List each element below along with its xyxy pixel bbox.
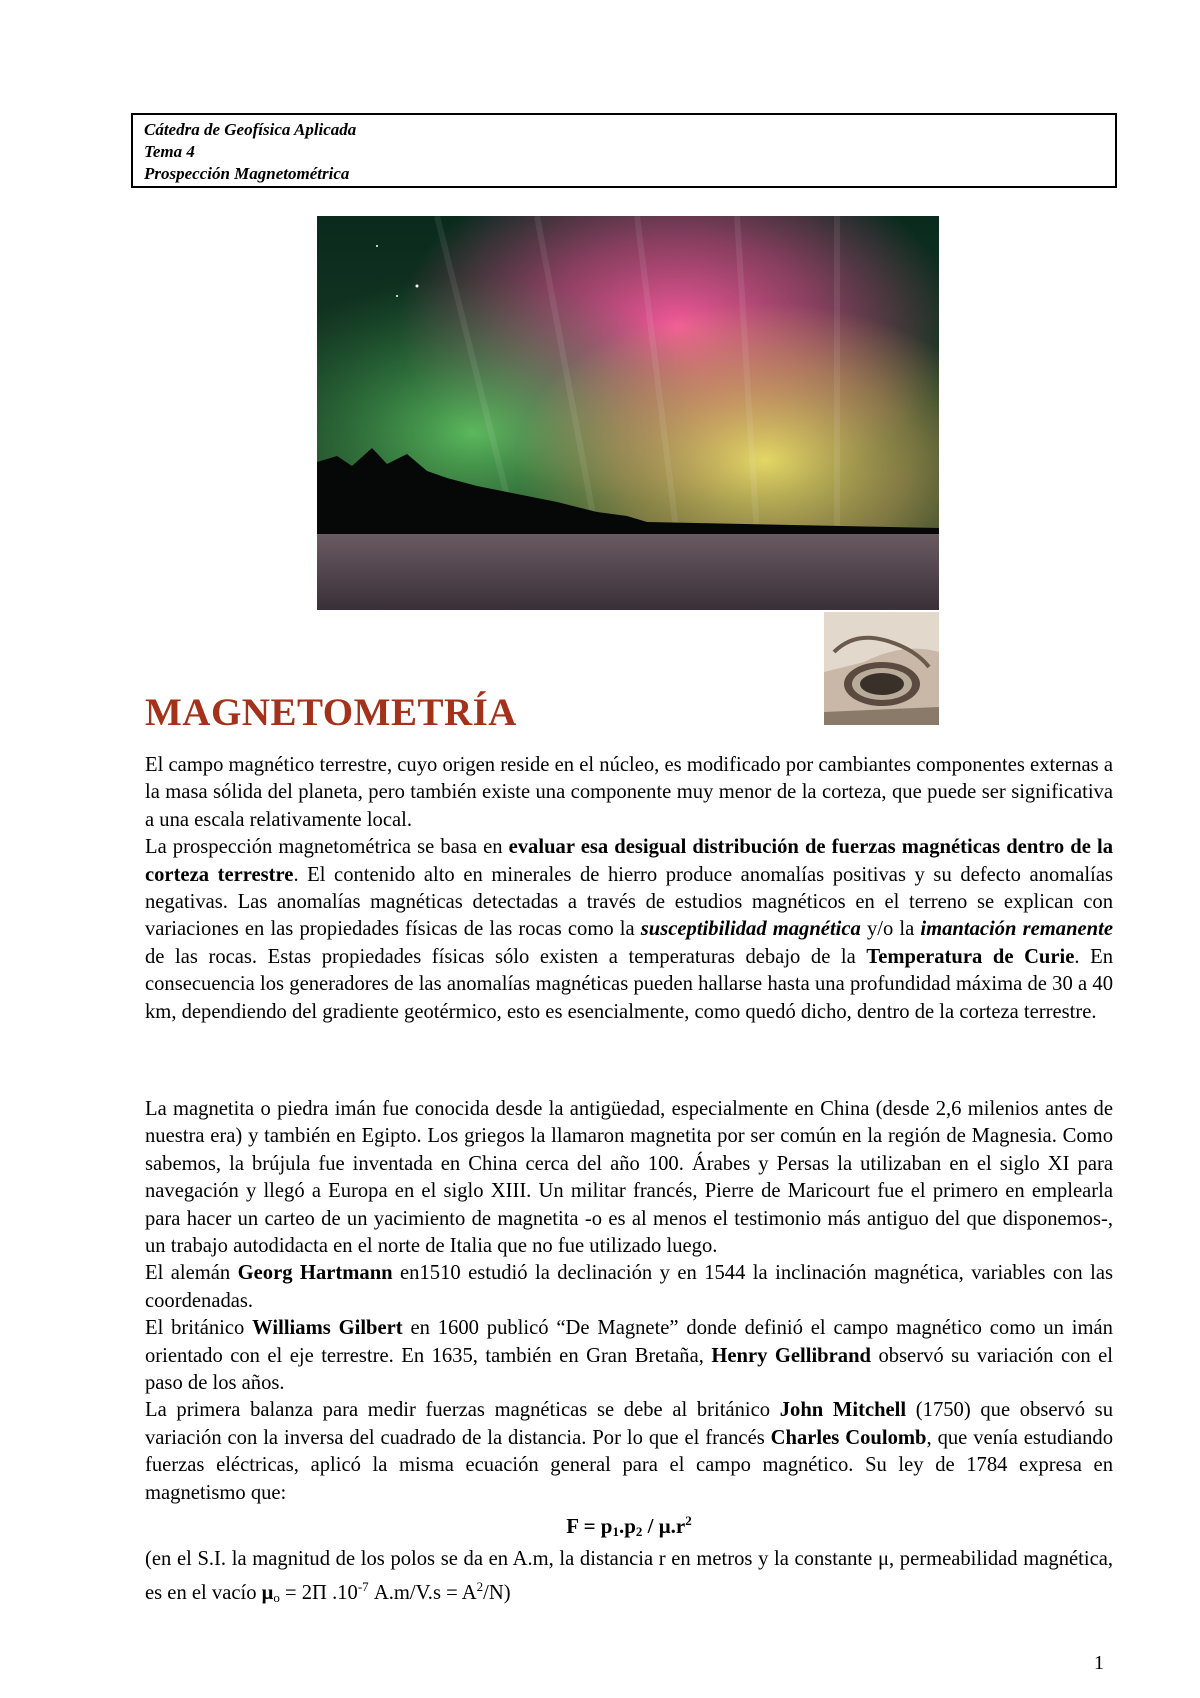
compass-photo xyxy=(824,612,939,725)
page-number: 1 xyxy=(1094,1652,1104,1674)
paragraph-gilbert: El británico Williams Gilbert en 1600 publicó “De Magnete” donde definió el campo magnético como un imán orientado con el eje terrestre. En 1635, también en Gran Bretaña, Henry Gellibrand observó su variación con el paso de los años. xyxy=(145,1317,1113,1395)
document-title: MAGNETOMETRÍA xyxy=(145,691,517,734)
paragraph-coulomb: La primera balanza para medir fuerzas magnéticas se debe al británico John Mitchell (1750) que observó su variación con la inversa del cuadrado de la distancia. Por lo que el francés Charles Coulomb, que venía estudiando fuerzas eléctricas, aplicó la misma ecuación general para el campo magnético. Su ley de 1784 expresa en magnetismo que: xyxy=(145,1399,1113,1504)
paragraph-magnetite-history: La magnetita o piedra imán fue conocida desde la antigüedad, especialmente en China (desde 2,6 milenios antes de nuestra era) y también en Egipto. Los griegos la llamaron magnetita por ser común en la región de Magnesia. Como sabemos, la brújula fue inventada en China cerca del año 100. Árabes y Persas la utilizaban en el siglo XI para navegación y llegó a Europa en el siglo XIII. Un militar francés, Pierre de Maricourt fue el primero en emplearla para hacer un carteo de un yacimiento de magnetita -o es al menos el testimonio más antiguo del que disponemos-, un trabajo autodidacta en el norte de Italia que no fue utilizado luego. xyxy=(145,1098,1113,1258)
paragraph-units: (en el S.I. la magnitud de los polos se da en A.m, la distancia r en metros y la constante μ, permeabilidad magnética, es en el vacío $\mu_o = 2\Pi$ $.10^{-7}$ $A.m/V.s = A^2/N$) xyxy=(145,1547,1113,1605)
header-topic-title: Prospección Magnetométrica xyxy=(144,164,350,183)
document-header xyxy=(131,113,1117,188)
text-block-intro xyxy=(145,752,1113,1026)
header-course: Cátedra de Geofísica Aplicada xyxy=(144,120,357,139)
coulomb-formula: $F = p_1.p_2 / \mu.r^2$ xyxy=(566,1513,692,1540)
paragraph-prospection: La prospección magnetométrica se basa en evaluar esa desigual distribución de fuerzas magnéticas dentro de la corteza terrestre. El contenido alto en minerales de hierro produce anomalías positivas y su defecto anomalías negativas. Las anomalías magnéticas detectadas a través de estudios magnéticos en el terreno se explican con variaciones en las propiedades físicas de las rocas como la susceptibilidad magnética y/o la imantación remanente de las rocas. Estas propiedades físicas sólo existen a temperaturas debajo de la Temperatura de Curie. En consecuencia los generadores de las anomalías magnéticas pueden hallarse hasta una profundidad máxima de 30 a 40 km, dependiendo del gradiente geotérmico, esto es esencialmente, como quedó dicho, dentro de la corteza terrestre. xyxy=(145,836,1114,1023)
paragraph-hartmann: El alemán Georg Hartmann en1510 estudió la declinación y en 1544 la inclinación magnética, variables con las coordenadas. xyxy=(145,1262,1113,1312)
paragraph-earth-field: El campo magnético terrestre, cuyo origen reside en el núcleo, es modificado por cambiantes componentes externas a la masa sólida del planeta, pero también existe una componente muy menor de la corteza, que puede ser significativa a una escala relativamente local. xyxy=(145,754,1113,831)
aurora-borealis-photo xyxy=(317,216,939,610)
text-block-history xyxy=(145,1096,1113,1611)
header-topic-number: Tema 4 xyxy=(144,142,195,161)
